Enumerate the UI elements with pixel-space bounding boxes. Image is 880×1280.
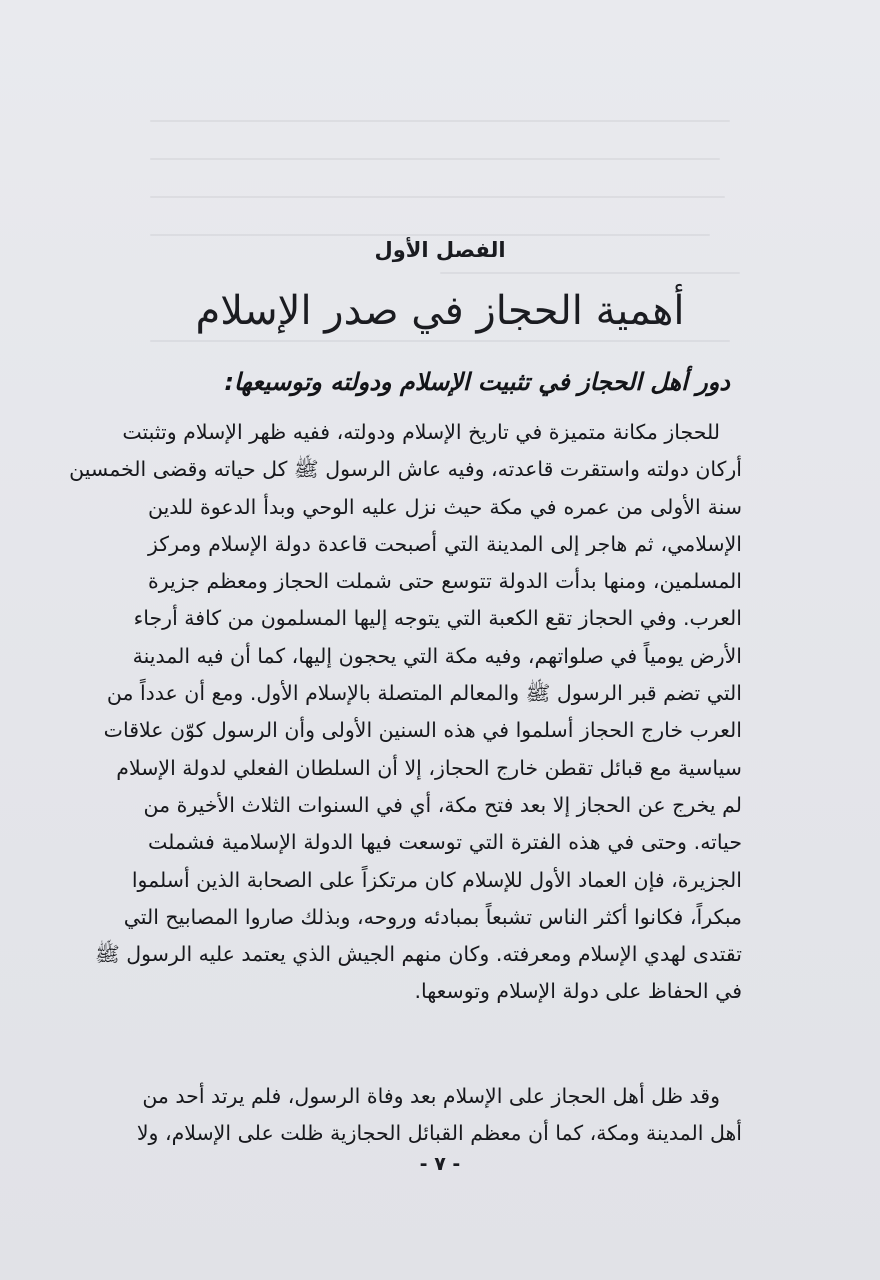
text-line: العرب. وفي الحجاز تقع الكعبة التي يتوجه إليها المسلمون من كافة أرجاء (133, 606, 742, 631)
text-line: سياسية مع قبائل تقطن خارج الحجاز، إلا أن السلطان الفعلي لدولة الإسلام (116, 755, 742, 780)
text-line: للحجاز مكانة متميزة في تاريخ الإسلام ودولته، ففيه ظهر الإسلام وتثبتت (122, 420, 720, 444)
text-line: سنة الأولى من عمره في مكة حيث نزل عليه الوحي وبدأ الدعوة للدين (148, 494, 742, 519)
text-line: وقد ظل أهل الحجاز على الإسلام بعد وفاة الرسول، فلم يرتد أحد من (142, 1084, 720, 1108)
text-line: الأرض يومياً في صلواتهم، وفيه مكة التي يحجون إليها، كما أن فيه المدينة (132, 643, 742, 668)
show-through-mark (150, 196, 725, 198)
text-line: لم يخرج عن الحجاز إلا بعد فتح مكة، أي في السنوات الثلاث الأخيرة من (143, 792, 742, 817)
text-line: الإسلامي، ثم هاجر إلى المدينة التي أصبحت قاعدة دولة الإسلام ومركز (148, 531, 742, 556)
show-through-mark (150, 340, 730, 342)
section-heading: دور أهل الحجاز في تثبيت الإسلام ودولته وتوسيعها: (224, 368, 730, 396)
paragraph-1 (69, 414, 742, 1011)
text-line: مبكراً، فكانوا أكثر الناس تشبعاً بمبادئه وروحه، وبذلك صاروا المصابيح التي (123, 904, 742, 929)
text-line: حياته. وحتى في هذه الفترة التي توسعت فيها الدولة الإسلامية فشملت (148, 830, 742, 855)
text-line: الجزيرة، فإن العماد الأول للإسلام كان مرتكزاً على الصحابة الذين أسلموا (131, 867, 742, 892)
text-line: تقتدى لهدي الإسلام ومعرفته. وكان منهم الجيش الذي يعتمد عليه الرسول ﷺ (94, 942, 742, 967)
show-through-mark (150, 158, 720, 160)
text-line: المسلمين، ومنها بدأت الدولة تتوسع حتى شملت الحجاز ومعظم جزيرة (148, 569, 742, 594)
text-line: العرب خارج الحجاز أسلموا في هذه السنين الأولى وأن الرسول كوّن علاقات (103, 718, 742, 743)
text-line: أهل المدينة ومكة، كما أن معظم القبائل الحجازية ظلت على الإسلام، ولا (136, 1121, 742, 1146)
text-line: التي تضم قبر الرسول ﷺ والمعالم المتصلة بالإسلام الأول. ومع أن عدداً من (106, 681, 742, 706)
paragraph-2 (136, 1078, 742, 1153)
show-through-mark (150, 234, 710, 236)
show-through-mark (440, 272, 740, 274)
page-number: - ٧ - (419, 1153, 461, 1175)
show-through-mark (150, 120, 730, 122)
chapter-label: الفصل الأول (374, 238, 506, 262)
text-line: أركان دولته واستقرت قاعدته، وفيه عاش الرسول ﷺ كل حياته وقضى الخمسين (69, 457, 742, 482)
chapter-title: أهمية الحجاز في صدر الإسلام (195, 288, 685, 334)
text-line: في الحفاظ على دولة الإسلام وتوسعها. (414, 979, 742, 1004)
